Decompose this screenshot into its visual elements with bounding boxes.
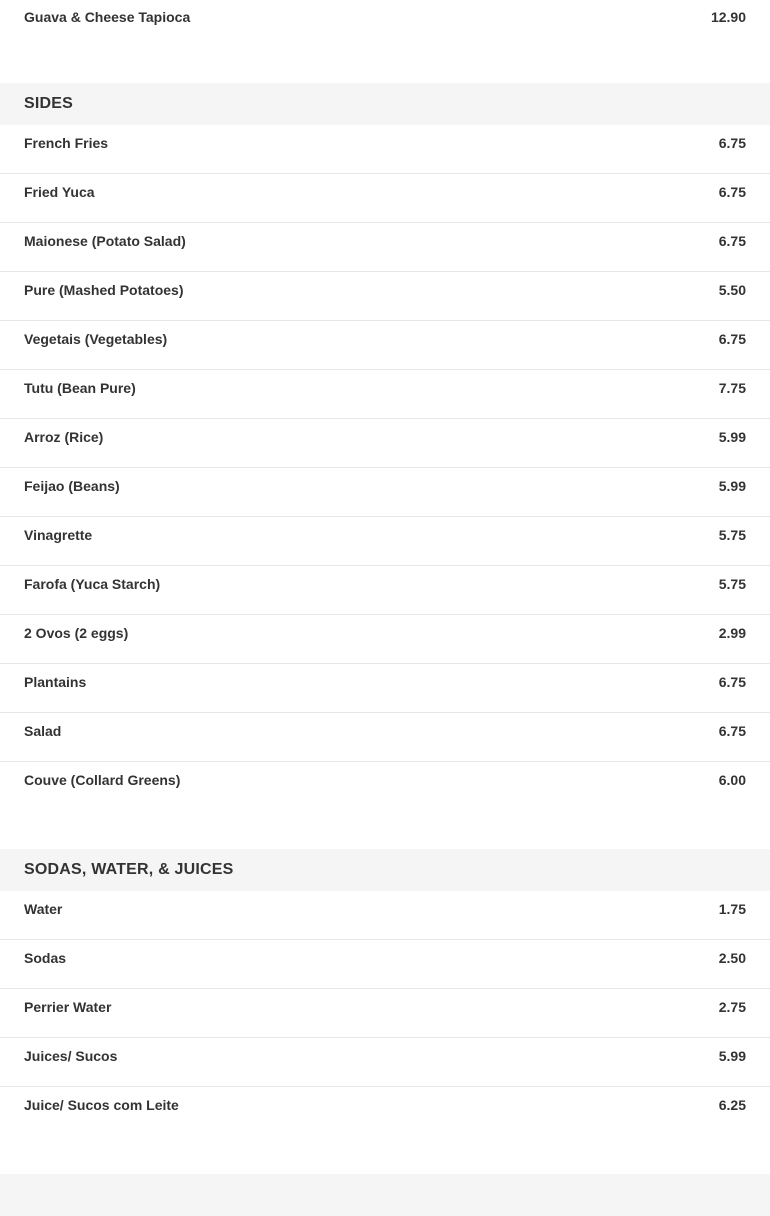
- menu-item[interactable]: [0, 321, 770, 370]
- menu-item[interactable]: [0, 370, 770, 419]
- item-name: Feijao (Beans): [24, 478, 120, 494]
- item-price: 6.75: [718, 674, 746, 690]
- menu-item[interactable]: [0, 272, 770, 321]
- menu-item[interactable]: [0, 517, 770, 566]
- menu-item[interactable]: [0, 174, 770, 223]
- item-name: Maionese (Potato Salad): [24, 233, 186, 249]
- item-price: 6.00: [718, 772, 746, 788]
- item-price: 5.75: [718, 527, 746, 543]
- menu-item[interactable]: [0, 566, 770, 615]
- item-price: 5.75: [718, 576, 746, 592]
- menu-item[interactable]: [0, 940, 770, 989]
- item-price: 6.75: [718, 184, 746, 200]
- menu-item-guava-cheese-tapioca[interactable]: [0, 0, 770, 45]
- section-spacer: [0, 45, 770, 83]
- section-header-next: [0, 1174, 770, 1216]
- section-title: SODAS, WATER, & JUICES: [24, 861, 234, 878]
- section-title: SIDES: [24, 95, 74, 112]
- item-name: Vinagrette: [24, 527, 93, 543]
- item-name: Tutu (Bean Pure): [24, 380, 136, 396]
- item-price: 1.75: [718, 901, 746, 917]
- menu-item[interactable]: [0, 989, 770, 1038]
- menu-item[interactable]: [0, 664, 770, 713]
- item-price: 6.75: [718, 135, 746, 151]
- item-price: 6.25: [718, 1097, 746, 1113]
- item-price: 2.75: [718, 999, 746, 1015]
- item-price: 5.99: [718, 429, 746, 445]
- item-name: Sodas: [24, 950, 67, 966]
- menu-item[interactable]: [0, 891, 770, 940]
- item-name: Perrier Water: [24, 999, 112, 1015]
- item-name: Vegetais (Vegetables): [24, 331, 168, 347]
- section-header-sides: [0, 83, 770, 125]
- item-price: 5.99: [718, 1048, 746, 1064]
- item-price: 6.75: [718, 723, 746, 739]
- item-name: Fried Yuca: [24, 184, 95, 200]
- item-price: 12.90: [710, 9, 746, 25]
- menu-item[interactable]: [0, 713, 770, 762]
- menu-item[interactable]: [0, 223, 770, 272]
- item-name: French Fries: [24, 135, 109, 151]
- item-name: Plantains: [24, 674, 87, 690]
- item-price: 6.75: [718, 331, 746, 347]
- menu-item[interactable]: [0, 125, 770, 174]
- menu-item[interactable]: [0, 1087, 770, 1136]
- item-name: Couve (Collard Greens): [24, 772, 181, 788]
- item-name: Guava & Cheese Tapioca: [24, 9, 191, 25]
- item-name: Water: [24, 901, 63, 917]
- item-name: 2 Ovos (2 eggs): [24, 625, 129, 641]
- item-price: 2.99: [718, 625, 746, 641]
- item-name: Salad: [24, 723, 62, 739]
- section-spacer: [0, 1136, 770, 1174]
- menu-item[interactable]: [0, 762, 770, 811]
- item-price: 7.75: [718, 380, 746, 396]
- item-price: 5.50: [718, 282, 746, 298]
- item-price: 6.75: [718, 233, 746, 249]
- item-name: Farofa (Yuca Starch): [24, 576, 161, 592]
- item-name: Juices/ Sucos: [24, 1048, 118, 1064]
- item-price: 5.99: [718, 478, 746, 494]
- menu-item[interactable]: [0, 615, 770, 664]
- item-price: 2.50: [718, 950, 746, 966]
- section-spacer: [0, 811, 770, 849]
- item-name: Arroz (Rice): [24, 429, 104, 445]
- menu-item[interactable]: [0, 468, 770, 517]
- menu-item[interactable]: [0, 419, 770, 468]
- item-name: Juice/ Sucos com Leite: [24, 1097, 179, 1113]
- menu-item[interactable]: [0, 1038, 770, 1087]
- item-name: Pure (Mashed Potatoes): [24, 282, 184, 298]
- section-header-drinks: [0, 849, 770, 891]
